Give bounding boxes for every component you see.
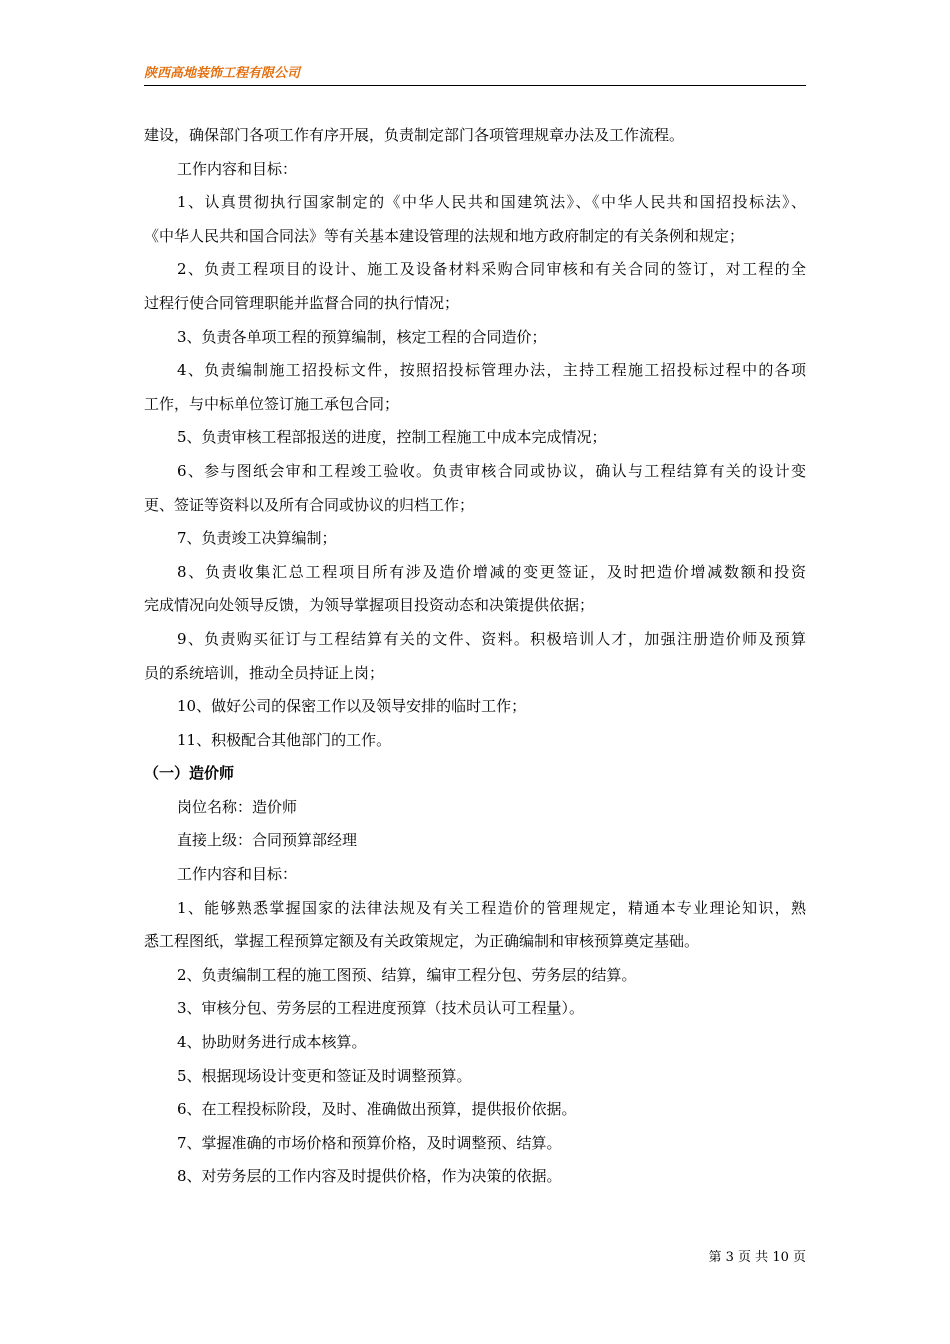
text-line: 5、根据现场设计变更和签证及时调整预算。 [177,1066,472,1085]
text-line: 工作，与中标单位签订施工承包合同； [144,394,400,413]
text-line: 建设，确保部门各项工作有序开展，负责制定部门各项管理规章办法及工作流程。 [144,126,685,144]
text-line: 完成情况向处领导反馈，为领导掌握项目投资动态和决策提供依据； [144,596,595,615]
text-line: 4、协助财务进行成本核算。 [177,1033,367,1052]
text-line: 8、负责收集汇总工程项目所有涉及造价增减的变更签证，及时把造价增减数额和投资 [177,562,806,581]
company-name: 陕西高地装饰工程有限公司 [144,66,301,81]
body-text [144,119,806,1194]
text-line: 更、签证等资料以及所有合同或协议的归档工作； [144,495,475,514]
text-line: 员的系统培训，推动全员持证上岗； [144,663,385,682]
section-heading: （一）造价师 [144,764,235,783]
text-line: 《中华人民共和国合同法》等有关基本建设管理的法规和地方政府制定的有关条例和规定； [144,226,745,245]
text-line: 7、掌握准确的市场价格和预算价格，及时调整预、结算。 [177,1133,562,1152]
text-line: 1、能够熟悉掌握国家的法律法规及有关工程造价的管理规定，精通本专业理论知识，熟 [177,898,806,917]
text-line: 工作内容和目标： [177,865,298,884]
text-line: 10、做好公司的保密工作以及领导安排的临时工作； [177,697,527,716]
page-number: 第 3 页 共 10 页 [708,1250,806,1265]
text-line: 11、积极配合其他部门的工作。 [177,730,392,749]
text-line: 3、负责各单项工程的预算编制，核定工程的合同造价； [177,327,547,346]
page-header [144,64,806,86]
text-line: 悉工程图纸，掌握工程预算定额及有关政策规定，为正确编制和审核预算奠定基础。 [144,932,700,951]
text-line: 8、对劳务层的工作内容及时提供价格，作为决策的依据。 [177,1167,562,1186]
text-line: 9、负责购买征订与工程结算有关的文件、资料。积极培训人才，加强注册造价师及预算 [177,629,806,648]
text-line: 7、负责竣工决算编制； [177,529,337,548]
text-line: 6、参与图纸会审和工程竣工验收。负责审核合同或协议，确认与工程结算有关的设计变 [177,461,806,480]
text-line: 3、审核分包、劳务层的工程进度预算（技术员认可工程量）。 [177,999,585,1018]
text-line: 5、负责审核工程部报送的进度，控制工程施工中成本完成情况； [177,428,607,447]
text-line: 工作内容和目标： [177,159,298,178]
text-line: 岗位名称：造价师 [177,797,298,816]
text-line: 2、负责编制工程的施工图预、结算，编审工程分包、劳务层的结算。 [177,965,637,984]
text-line: 4、负责编制施工招投标文件，按照招投标管理办法，主持工程施工招投标过程中的各项 [177,361,806,380]
text-line: 6、在工程投标阶段，及时、准确做出预算，提供报价依据。 [177,1100,577,1119]
text-line: 过程行使合同管理职能并监督合同的执行情况； [144,293,460,312]
text-line: 1、认真贯彻执行国家制定的《中华人民共和国建筑法》、《中华人民共和国招投标法》、 [177,193,806,212]
text-line: 直接上级：合同预算部经理 [177,831,358,850]
text-line: 2、负责工程项目的设计、施工及设备材料采购合同审核和有关合同的签订，对工程的全 [177,260,806,279]
